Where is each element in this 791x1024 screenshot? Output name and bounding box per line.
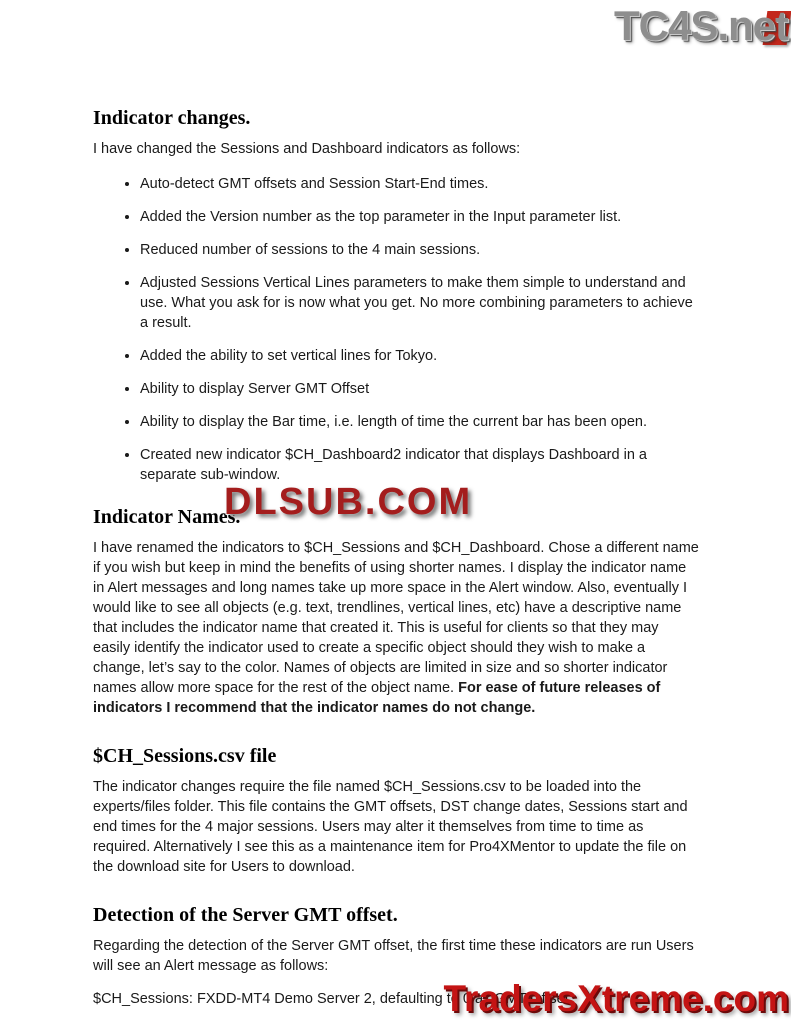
gmt-alert-example: $CH_Sessions: FXDD-MT4 Demo Server 2, defaulting to 0 as GMT Offset. <box>93 991 573 1007</box>
list-item: • Ability to display Server GMT Offset <box>140 379 699 399</box>
heading-sessions-csv: $CH_Sessions.csv file <box>93 745 277 767</box>
list-item: • Added the ability to set vertical lines for Tokyo. <box>140 346 699 366</box>
indicator-changes-intro: I have changed the Sessions and Dashboard indicators as follows: <box>93 141 521 157</box>
list-item: • Auto-detect GMT offsets and Session Start-End times. <box>140 174 699 194</box>
indicator-names-paragraph <box>93 538 699 718</box>
list-item: • Ability to display the Bar time, i.e. length of time the current bar has been open. <box>140 412 699 432</box>
indicator-names-bold-text: For ease of future releases of indicators I recommend that the indicator names do not change. <box>93 680 661 716</box>
list-item: • Created new indicator $CH_Dashboard2 indicator that displays Dashboard in a separate sub-window. <box>140 445 699 485</box>
tradersxtreme-logo: TradersXtreme.com <box>443 978 789 1019</box>
indicator-changes-list <box>93 174 699 485</box>
indicator-names-text: I have renamed the indicators to $CH_Sessions and $CH_Dashboard. Chose a different name if you wish but keep in mind the benefits of using shorter names. I display the indicator name in Alert messages and long names take up more space in the Alert window. Also, eventually I would like to see all objects (e.g. text, trendlines, vertical lines, etc) have a descriptive name that includes the indicator name that created it. This is useful for clients so that they may easily identify the indicator used to create a specific object should they wish to make a change, let’s say to the color. Names of objects are limited in size and so shorter indicator names allow more space for the rest of the object name. <box>93 540 699 696</box>
tc4s-logo <box>614 2 788 54</box>
dlsub-watermark: DLSUB.COM <box>224 481 473 523</box>
sessions-csv-paragraph: The indicator changes require the file named $CH_Sessions.csv to be loaded into the experts/files folder. This file contains the GMT offsets, DST change dates, Sessions start and end times for the 4 major sessions. Users may alter it themselves from time to time as required. Alternatively I see this as a maintenance item for Pro4XMentor to update the file on the download site for Users to download. <box>93 779 688 875</box>
heading-gmt-detection: Detection of the Server GMT offset. <box>93 904 398 926</box>
list-item: • Adjusted Sessions Vertical Lines parameters to make them simple to understand and use. What you ask for is now what you get. No more combining parameters to achieve a result. <box>140 273 699 333</box>
heading-indicator-changes: Indicator changes. <box>93 107 251 129</box>
heading-indicator-names: Indicator Names. <box>93 506 241 528</box>
list-item: • Reduced number of sessions to the 4 main sessions. <box>140 240 699 260</box>
gmt-detection-paragraph: Regarding the detection of the Server GMT offset, the first time these indicators are run Users will see an Alert message as follows: <box>93 938 694 974</box>
list-item: • Added the Version number as the top parameter in the Input parameter list. <box>140 207 699 227</box>
tc4s-logo-text: TC4S.net <box>613 2 788 49</box>
